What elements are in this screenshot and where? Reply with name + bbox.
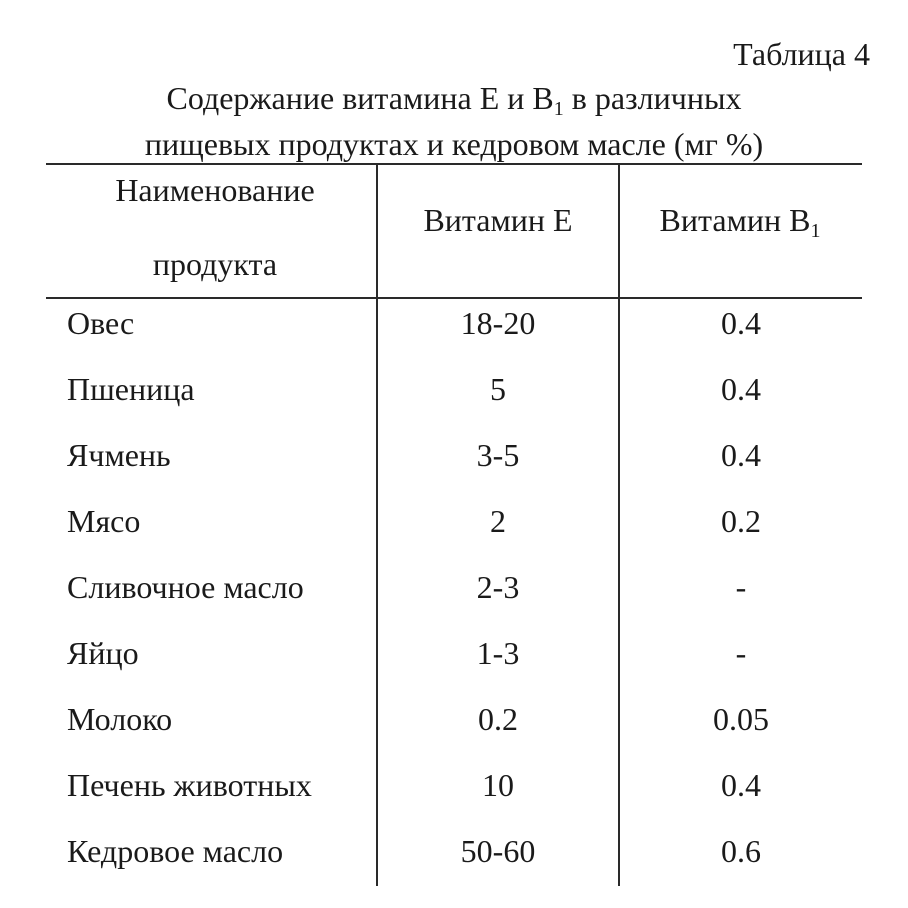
- product-name-cell: Яйцо: [67, 635, 139, 671]
- table-row: [0, 764, 908, 830]
- vitamin-e-cell: 50-60: [460, 833, 536, 869]
- table-row: [0, 500, 908, 566]
- header-vitamin-e: Витамин Е: [423, 202, 573, 238]
- table-row: [0, 830, 908, 896]
- table-row: [0, 368, 908, 434]
- table-top-rule: [46, 163, 862, 165]
- header-vitamin-b-text: Витамин В: [659, 202, 811, 238]
- vitamin-b1-cell: -: [735, 635, 747, 671]
- vitamin-b1-cell: 0.6: [721, 833, 761, 869]
- table-row: [0, 566, 908, 632]
- table-caption-line-2: пищевых продуктах и кедровом масле (мг %): [144, 126, 764, 162]
- caption-subscript: 1: [553, 98, 564, 120]
- product-name-cell: Овес: [67, 305, 135, 341]
- header-product-name-line-1: Наименование: [115, 172, 315, 208]
- table-header-rule: [46, 297, 862, 299]
- vitamin-b1-cell: 0.4: [721, 767, 761, 803]
- product-name-cell: Печень животных: [67, 767, 312, 803]
- vitamin-e-cell: 5: [490, 371, 506, 407]
- vitamin-b1-cell: 0.4: [721, 305, 761, 341]
- vitamin-b1-cell: 0.4: [721, 371, 761, 407]
- product-name-cell: Ячмень: [67, 437, 171, 473]
- table-caption-line-1: [40, 78, 868, 118]
- vitamin-b1-cell: 0.05: [713, 701, 769, 737]
- table-row: [0, 698, 908, 764]
- product-name-cell: Кедровое масло: [67, 833, 284, 869]
- product-name-cell: Сливочное масло: [67, 569, 304, 605]
- vitamin-e-cell: 1-3: [476, 635, 520, 671]
- table-row: [0, 434, 908, 500]
- table-row: [0, 632, 908, 698]
- caption-text-start: Содержание витамина Е и В: [166, 80, 554, 116]
- vitamin-e-cell: 3-5: [476, 437, 520, 473]
- vitamin-b1-cell: 0.4: [721, 437, 761, 473]
- vitamin-b1-cell: 0.2: [721, 503, 761, 539]
- vitamin-e-cell: 0.2: [478, 701, 518, 737]
- product-name-cell: Молоко: [67, 701, 173, 737]
- header-product-name-line-2: продукта: [152, 246, 278, 282]
- vitamin-b1-cell: -: [735, 569, 747, 605]
- vitamin-e-cell: 2-3: [476, 569, 520, 605]
- vitamin-e-cell: 18-20: [460, 305, 536, 341]
- header-vitamin-b1: [620, 200, 860, 240]
- vitamin-e-cell: 2: [490, 503, 506, 539]
- product-name-cell: Пшеница: [67, 371, 195, 407]
- table-body: [0, 302, 908, 896]
- header-product-name: [60, 170, 370, 284]
- header-vitamin-b-subscript: 1: [810, 220, 821, 242]
- caption-text-end: в различных: [563, 80, 742, 116]
- table-number: Таблица 4: [733, 36, 870, 72]
- table-row: [0, 302, 908, 368]
- product-name-cell: Мясо: [67, 503, 141, 539]
- vitamin-e-cell: 10: [482, 767, 514, 803]
